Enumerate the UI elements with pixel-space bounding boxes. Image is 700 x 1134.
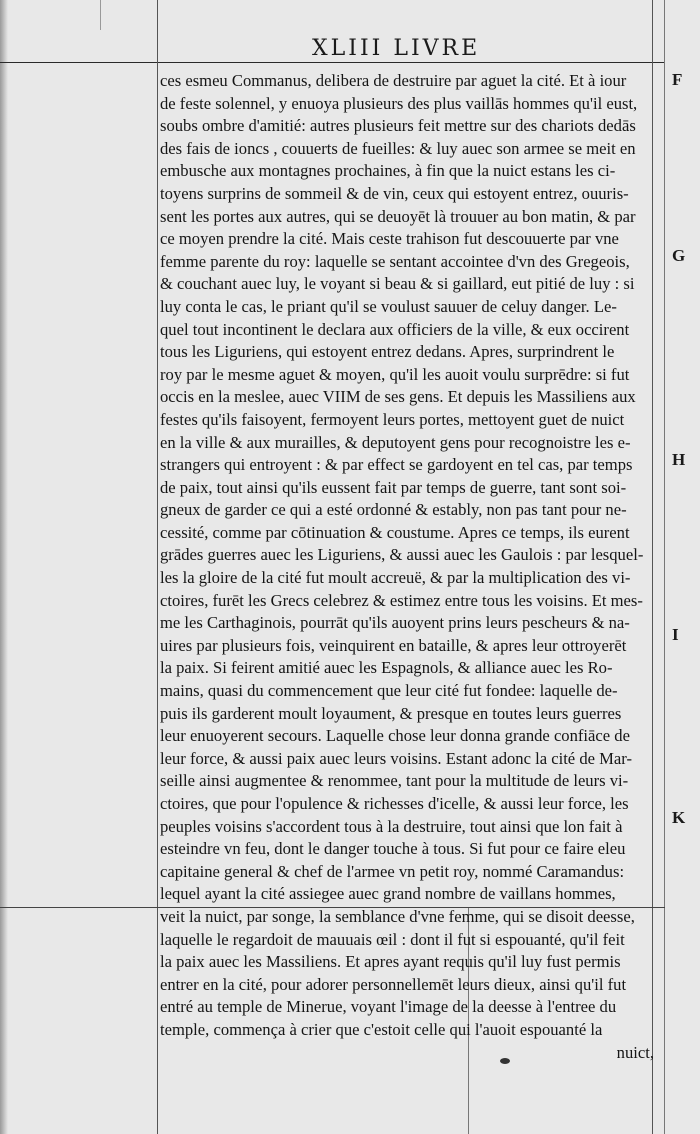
text-line: capitaine general & chef de l'armee vn petit roy, nommé Caramandus: — [160, 861, 625, 881]
header-rule — [0, 62, 665, 63]
text-line: luy conta le cas, le priant qu'il se voulust sauuer de celuy danger. Le- — [160, 296, 617, 316]
text-line: ces esmeu Commanus, delibera de destruire par aguet la cité. Et à iour — [160, 71, 627, 90]
text-line: me les Carthaginois, pourrāt qu'ils auoyent prins leurs pescheurs & na- — [160, 613, 630, 633]
text-line: puis ils garderent moult loyaument, & presque en toutes leurs guerres — [160, 703, 622, 723]
text-line: en la ville & aux murailles, & deputoyent gens pour recognoistre les e- — [160, 432, 631, 452]
body-text — [160, 70, 654, 1064]
printer-mark — [500, 1058, 510, 1064]
text-line: veit la nuict, par songe, la semblance d'vne femme, qui se disoit deesse, — [160, 906, 635, 926]
text-line: esteindre vn feu, dont le danger touche à tous. Si fut pour ce faire eleu — [160, 839, 626, 859]
text-line: sent les portes aux autres, qui se deuoyēt là trouuer au bon matin, & par — [160, 206, 636, 226]
margin-letter-k: K — [672, 808, 686, 827]
text-line: femme parente du roy: laquelle se sentant accointee d'vn des Gregeois, — [160, 251, 630, 271]
text-line: nuict, — [616, 1042, 654, 1062]
text-line: entrer en la cité, pour adorer personnellemēt leurs dieux, ainsi qu'il fut — [160, 974, 627, 994]
text-line: leur enuoyerent secours. Laquelle chose leur donna grande confiāce de — [160, 726, 630, 746]
page-edge-shadow — [0, 0, 8, 1134]
outer-margin-rule — [664, 0, 665, 1134]
text-line: de paix, tout ainsi qu'ils eussent fait par temps de guerre, tant sont soi- — [160, 477, 627, 497]
text-line: des fais de ioncs , couuerts de fueilles: & luy auec son armee se meit en — [160, 138, 636, 158]
text-line: peuples voisins s'accordent tous à la destruire, tout ainsi que lon fait à — [160, 816, 623, 836]
running-title: XLIII LIVRE — [312, 36, 481, 61]
margin-letter-h: H — [672, 450, 686, 469]
text-line: gneux de garder ce qui a esté ordonné & estably, non pas tant pour ne- — [160, 500, 627, 520]
text-line: entré au temple de Minerue, voyant l'image de la deesse à l'entree du — [160, 997, 617, 1017]
text-line: laquelle le regardoit de mauuais œil : dont il fut si espouanté, qu'il feit — [160, 929, 625, 949]
text-line: toyens surprins de sommeil & de vin, ceux qui estoyent entrez, ouuris- — [160, 183, 629, 203]
text-line: lequel ayant la cité assiegee auec grand nombre de vaillans hommes, — [160, 884, 616, 904]
text-line: de feste solennel, y enuoya plusieurs des plus vaillās hommes qu'il eust, — [160, 93, 638, 113]
text-line: tous les Liguriens, qui estoyent entrez dedans. Apres, surprindrent le — [160, 342, 615, 362]
text-line: ce moyen prendre la cité. Mais ceste trahison fut descouuerte par vne — [160, 229, 619, 249]
text-line: ctoires, furēt les Grecs celebrez & estimez entre tous les voisins. Et mes- — [160, 590, 643, 610]
text-line: soubs ombre d'amitié: autres plusieurs feit mettre sur des chariots dedās — [160, 116, 636, 136]
text-line: grādes guerres auec les Liguriens, & aussi auec les Gaulois : par lesquel- — [160, 545, 644, 565]
left-margin-rule — [157, 0, 158, 1134]
text-line: les la gloire de la cité fut moult accreuë, & par la multiplication des vi- — [160, 568, 631, 588]
text-line: mains, quasi du commencement que leur cité fut fondee: laquelle de- — [160, 681, 618, 701]
text-line: temple, commença à crier que c'estoit celle qui l'auoit espouanté la — [160, 1019, 603, 1039]
text-line: cessité, comme par cōtinuation & coustume. Apres ce temps, ils eurent — [160, 522, 630, 542]
text-line: occis en la meslee, auec VIIM de ses gens. Et depuis les Massiliens aux — [160, 387, 636, 407]
margin-letter-g: G — [672, 246, 686, 265]
text-line: la paix. Si feirent amitié auec les Espagnols, & alliance auec les Ro- — [160, 658, 613, 678]
text-line: leur force, & aussi paix auec leurs voisins. Estant adonc la cité de Mar- — [160, 748, 632, 768]
margin-letter-i: I — [672, 625, 679, 644]
text-line: festes qu'ils faisoyent, fermoyent leurs portes, mettoyent guet de nuict — [160, 409, 625, 429]
text-line: la paix auec les Massiliens. Et apres ayant requis qu'il luy fust permis — [160, 952, 621, 972]
frame-rule — [100, 0, 101, 30]
margin-letter-f: F — [672, 70, 683, 89]
text-line: & couchant auec luy, le voyant si beau & si gaillard, eut pitié de luy : si — [160, 274, 635, 294]
text-line: uires par plusieurs fois, veinquirent en bataille, & apres leur ottroyerēt — [160, 635, 627, 655]
text-line: quel tout incontinent le declara aux officiers de la ville, & eux occirent — [160, 319, 630, 339]
text-line: roy par le mesme aguet & moyen, qu'il les auoit voulu surprēdre: si fut — [160, 364, 630, 384]
text-line: ctoires, que pour l'opulence & richesses d'icelle, & aussi leur force, les — [160, 794, 629, 813]
text-line: seille ainsi augmentee & renommee, tant pour la multitude de leurs vi- — [160, 771, 629, 791]
text-line: embusche aux montagnes prochaines, à fin que la nuict estans les ci- — [160, 161, 616, 181]
text-line: strangers qui entroyent : & par effect se gardoyent en tel cas, par temps — [160, 455, 633, 475]
